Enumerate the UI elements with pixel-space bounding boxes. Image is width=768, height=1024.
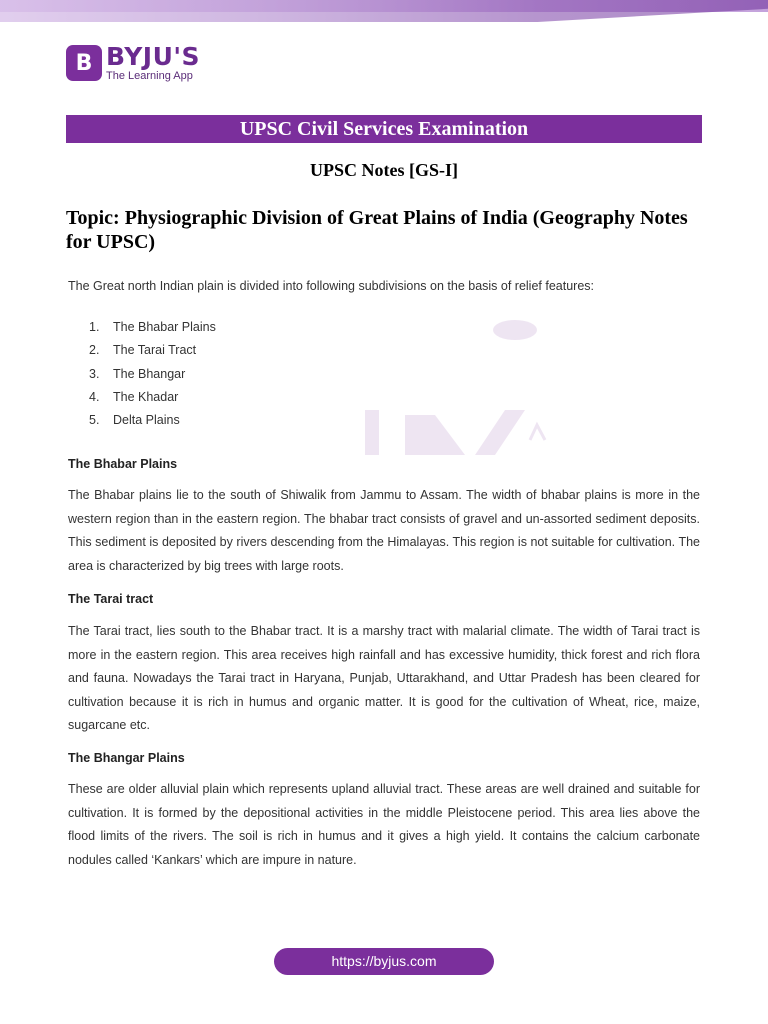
list-number: 4. xyxy=(89,389,100,404)
list-item xyxy=(68,343,216,366)
section-body-bhabar: The Bhabar plains lie to the south of Shiwalik from Jammu to Assam. The width of bhabar plains is more in the western region than in the eastern region. The bhabar tract consists of gravel and un-assorted sediment deposits. This sediment is deposited by rivers descending from the Himalayas. This region is not suitable for cultivation. The area is characterized by big trees with large roots. xyxy=(68,488,700,573)
list-number: 5. xyxy=(89,413,100,428)
list-label: The Khadar xyxy=(113,389,179,404)
footer-url-link[interactable]: https://byjus.com xyxy=(274,948,494,975)
logo-tagline: The Learning App xyxy=(106,70,193,82)
byjus-logo[interactable] xyxy=(66,44,200,82)
logo-brand: BYJU'S xyxy=(106,42,201,71)
list-item xyxy=(68,320,216,343)
top-decorative-band xyxy=(0,0,768,22)
list-label: Delta Plains xyxy=(113,413,180,428)
section-heading-bhangar: The Bhangar Plains xyxy=(68,751,185,765)
byjus-logo-icon: B xyxy=(66,45,102,81)
list-label: The Bhangar xyxy=(113,366,186,381)
list-number: 3. xyxy=(89,366,100,381)
section-body-tarai: The Tarai tract, lies south to the Bhabar tract. It is a marshy tract with malarial climate. The width of Tarai tract is more in the eastern region. This area receives high rainfall and has excessive humidity, thick forest and rich flora and fauna. Nowadays the Tarai tract in Haryana, Punjab, Uttarakhand, and Uttar Pradesh has been cleared for cultivation because it is rich in humus and organic matter. It is good for the cultivation of Wheat, rice, maize, sugarcane etc. xyxy=(68,624,700,733)
exam-banner: UPSC Civil Services Examination xyxy=(66,115,702,143)
logo-text xyxy=(106,44,200,82)
watermark-logo-icon xyxy=(365,300,565,460)
list-number: 1. xyxy=(89,320,100,334)
intro-paragraph: The Great north Indian plain is divided into following subdivisions on the basis of relief features: xyxy=(68,279,594,293)
list-number: 2. xyxy=(89,343,100,358)
section-heading-tarai: The Tarai tract xyxy=(68,592,154,606)
list-item xyxy=(68,413,216,436)
notes-title: UPSC Notes [GS-I] xyxy=(310,160,458,180)
list-label: The Bhabar Plains xyxy=(113,320,216,334)
section-heading-bhabar: The Bhabar Plains xyxy=(68,457,178,471)
list-label: The Tarai Tract xyxy=(113,343,197,358)
list-item xyxy=(68,367,216,390)
topic-heading: Topic: Physiographic Division of Great Plains of India (Geography Notes for UPSC) xyxy=(66,207,688,253)
subdivision-list xyxy=(68,320,216,436)
section-body-bhangar: These are older alluvial plain which represents upland alluvial tract. These areas are well drained and suitable for cultivation. It is formed by the depositional activities in the middle Pleistocene period. This area lies above the flood limits of the rivers. The soil is rich in humus and it gives a high yield. It contains the calcium carbonate nodules called ‘Kankars’ which are impure in nature. xyxy=(68,782,700,867)
list-item xyxy=(68,390,216,413)
